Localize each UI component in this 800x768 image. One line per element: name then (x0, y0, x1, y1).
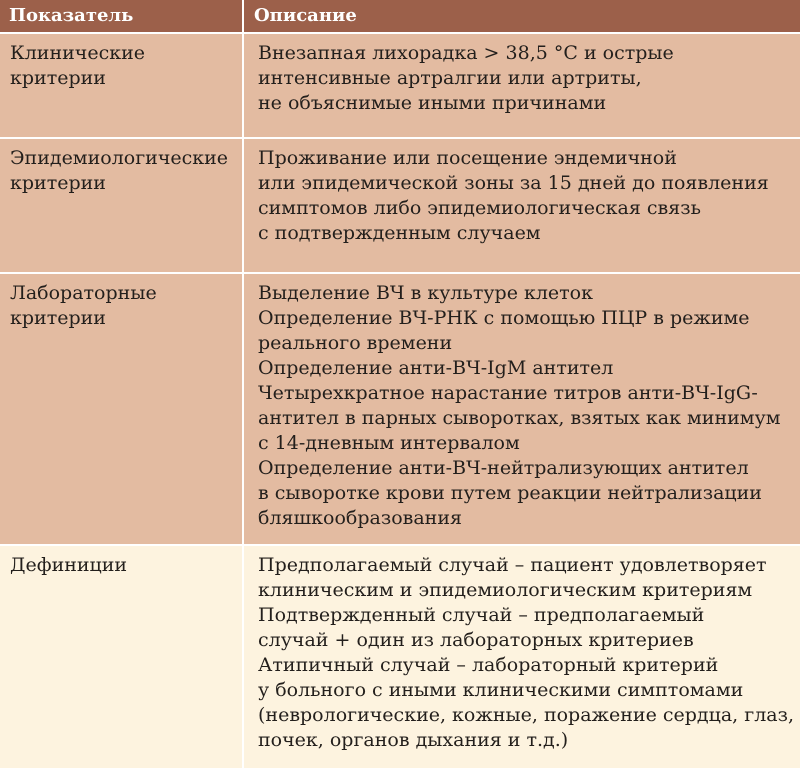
description-line: антител в парных сыворотках, взятых как минимум (258, 407, 781, 429)
description-line: Предполагаемый случай – пациент удовлетворяет (258, 554, 767, 576)
header-indicator: Показатель (0, 0, 243, 33)
description-line: или эпидемической зоны за 15 дней до появления (258, 172, 769, 194)
table-row-epidemiological (0, 138, 800, 273)
description-line: не объяснимые иными причинами (258, 92, 607, 114)
description-line: Выделение ВЧ в культуре клеток (258, 282, 593, 304)
indicator-line: Клинические (10, 42, 145, 64)
description-line: в сыворотке крови путем реакции нейтрализации (258, 482, 762, 504)
description-line: Атипичный случай – лабораторный критерий (258, 654, 719, 676)
description-line: с 14-дневным интервалом (258, 432, 520, 454)
description-line: (неврологические, кожные, поражение сердца, глаз, (258, 704, 795, 726)
indicator-line: Лабораторные (10, 282, 157, 304)
indicator-line: критерии (10, 307, 106, 329)
description-line: Подтвержденный случай – предполагаемый (258, 604, 705, 626)
description-cell (243, 138, 800, 273)
table-row-laboratory (0, 273, 800, 545)
description-line: с подтвержденным случаем (258, 222, 541, 244)
description-line: случай + один из лабораторных критериев (258, 629, 694, 651)
indicator-cell (0, 273, 243, 545)
indicator-line: критерии (10, 172, 106, 194)
header-description: Описание (243, 0, 800, 33)
description-cell (243, 273, 800, 545)
indicator-cell (0, 138, 243, 273)
description-line: реального времени (258, 332, 453, 354)
table-header-row (0, 0, 800, 33)
description-line: Проживание или посещение эндемичной (258, 147, 677, 169)
table-row-clinical (0, 33, 800, 138)
description-line: Определение ВЧ-РНК с помощью ПЦР в режиме (258, 307, 750, 329)
description-line: симптомов либо эпидемиологическая связь (258, 197, 701, 219)
description-line: бляшкообразования (258, 507, 462, 529)
indicator-line: Эпидемиологические (10, 147, 229, 169)
description-line: Четырехкратное нарастание титров анти-ВЧ-IgG- (258, 382, 758, 404)
indicator-line: Дефиниции (10, 554, 128, 576)
description-line: Определение анти-ВЧ-IgM антител (258, 357, 614, 379)
description-line: Определение анти-ВЧ-нейтрализующих антител (258, 457, 749, 479)
description-line: Внезапная лихорадка > 38,5 °С и острые (258, 42, 674, 64)
description-cell (243, 33, 800, 138)
indicator-cell (0, 33, 243, 138)
description-line: клиническим и эпидемиологическим критериям (258, 579, 753, 601)
description-line: почек, органов дыхания и т.д.) (258, 729, 569, 751)
indicator-line: критерии (10, 67, 106, 89)
description-line: интенсивные артралгии или артриты, (258, 67, 642, 89)
description-line: у больного с иными клиническими симптомами (258, 679, 744, 701)
